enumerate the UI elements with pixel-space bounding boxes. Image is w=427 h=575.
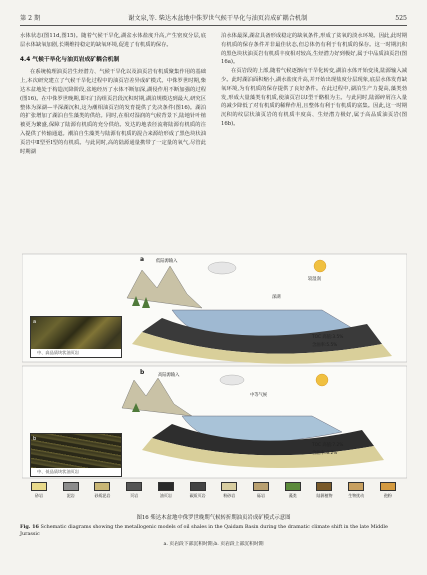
left-column [20,32,206,156]
legend-swatch [63,482,79,491]
legend-label: 油页岩 [159,493,172,498]
legend-item [216,482,242,508]
photo-a-caption: 中、高品质块状油页岩 [31,349,121,357]
page-number: 525 [395,15,407,22]
legend-label: 生物扰动 [348,493,365,498]
panel-a-label: a [140,256,145,263]
legend-label: 砂岩 [35,493,43,498]
legend-item [280,482,306,508]
photo-a [30,316,122,358]
legend-item [185,482,211,508]
legend-item [121,482,147,508]
legend-item [58,482,84,508]
issue-number: 第 2 期 [20,15,41,22]
caption-en-text: Schematic diagrams showing the metallogenic models of oil shales in the Qaidam Basin during the dramatic climate shift in the late Middle Jurassic [20,524,388,537]
figure-16 [20,248,407,510]
legend-label: 碳质页岩 [189,493,206,498]
label-b-ratio: 含油率:8.2% [312,451,338,456]
caption-en [20,524,407,538]
photo-b-tag: b [33,436,37,442]
legend-item [153,482,179,508]
legend-swatch [380,482,396,491]
figure-legend [20,482,407,508]
label-a-climate: 较湿润 [308,277,321,282]
label-b-toc: TOC 高值:7.2% [312,443,344,448]
label-a-inflow: 低陆源输入 [156,259,178,264]
legend-item [311,482,337,508]
figure-caption [20,513,407,547]
legend-swatch [253,482,269,491]
legend-swatch [158,482,174,491]
label-a-ratio: 含油率:5.5% [312,343,338,348]
legend-item [375,482,401,508]
legend-swatch [94,482,110,491]
caption-en-label: Fig. 16 [20,524,39,530]
label-b-climate: 中等气候 [250,393,268,398]
label-a-lake: 深湖 [272,295,281,300]
legend-swatch [316,482,332,491]
running-title: 谢文泉,等. 柴达木盆地中侏罗世气候干旱化与油页岩成矿耦合机制 [128,15,308,22]
photo-b [30,433,122,477]
section-heading: 4.4 气候干旱化与油页岩成矿耦合机制 [20,56,120,63]
legend-label: 粉砂岩 [223,493,236,498]
label-b-inflow: 高陆源输入 [158,373,180,378]
paragraph: 在系统梳理油页岩生烃潜力、气候干旱化以及油页岩有机质聚集作用的基础上,本次研究建立了气候干旱化过程中的油页岩差异成矿模式。中侏罗世时期,柴达木盆地处于构造沉降阶段,盆地经历了水体不断加深,湖侵作用不断加强的过程(图16)。在中侏罗世晚期,即石门沟组页岩段沉积时期,湖泊规模达到最大,研究区整体为深湖—半深湖沉积,这为潮相油页岩的发育提供了先决条件(图16)。湖泊的扩张增加了湖泊自生藻类的供给。同时,在相对湿润的气候背景下,陆地针叶植被更为繁盛,保障了陆源有机质的充分供给。发达的地表径流将陆源有机质的注入提供了传输通道。潮泊自生藻类与陆源有机质的混合来源给形成了黑色块状油页岩中Ⅱ型至Ⅰ型的有机质。与此同时,高的陆源通量携带了一定量的氧气,尽管此时期湖 [20,69,206,155]
legend-label: 砂质泥岩 [94,493,111,498]
photo-b-caption: 中、低品质块状油页岩 [31,468,121,476]
legend-item [248,482,274,508]
paragraph: 泊水体最深,湖盆具备形成稳定的缺氧条件,形成了贫氧的淡水环境。因此,此时期有机质的保存条件并非最佳状态,但总体仍有利于有机质的保存。这一时期沉积的黑色块状油页岩有机质丰度相对较高,生烃潜力好到极好,属于中品质油页岩(图16a)。 [221,33,407,66]
panel-b-label: b [140,369,145,376]
legend-swatch [31,482,47,491]
photo-a-tag: a [33,319,37,325]
legend-item [343,482,369,508]
legend-label: 页岩 [130,493,139,498]
caption-sub: a. 页岩段下部沉积时期;b. 页岩段上部沉积时期 [163,542,264,547]
legend-label: 砾岩 [257,493,266,498]
caption-zh: 图16 柴达木盆地中侏罗世晚期气候转折期油页岩成矿模式示意图 [136,515,291,521]
header-rule [20,25,407,26]
legend-swatch [348,482,364,491]
paragraph: 在页岩段的上部,随着气候逐渐向干旱化转变,湖泊水体开始变浅,陆源输入减少。此时湖泊面积缩小,湖水盐度升高,并开始出现盐度分层现象,底层水体发育缺氧环境,为有机质的保存提供了良好条件。在此过程中,湖泊生产力提高,藻类勃发,形成大量藻类有机质,使油页岩以Ⅰ型干酪根为主。与此同时,陆源碎屑注入量的减少降低了对有机质的稀释作用,且整体有利于有机质的富集。因此,这一时期沉积的纹层状油页岩的有机质丰度高、生烃潜力极好,属于高品质油页岩(图16b)。 [221,68,407,127]
legend-swatch [190,482,206,491]
legend-item [26,482,52,508]
legend-label: 陆源植物 [316,493,333,498]
legend-label: 泥岩 [66,493,75,498]
legend-item [89,482,115,508]
legend-swatch [126,482,142,491]
right-column [221,32,407,129]
paragraph: 水体状态(图11d,图15)。随着气候干旱化,湖盆水体盐度升高,产生密度分层,底层水体缺氧加剧,长期维持稳定的缺氧环境,促进了有机质的保存。 [20,33,206,48]
legend-swatch [285,482,301,491]
running-header [20,13,407,25]
label-a-toc: TOC 高值:3.5% [312,335,344,340]
legend-swatch [221,482,237,491]
legend-label: 孢粉 [383,493,392,498]
legend-label: 藻类 [288,493,297,498]
